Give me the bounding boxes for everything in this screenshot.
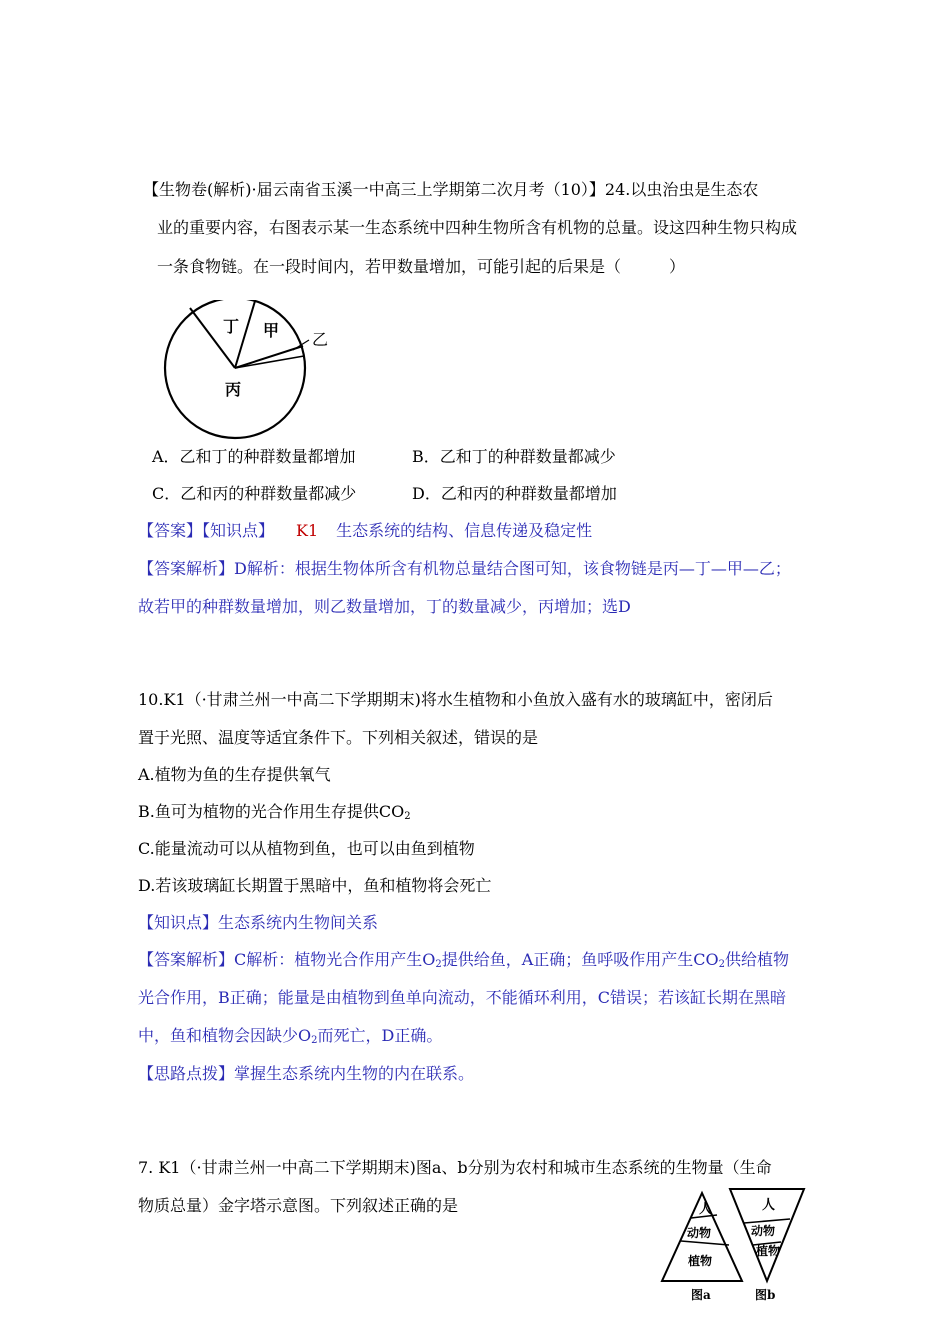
q2-option-b-text: B.鱼可为植物的光合作用生存提供CO — [138, 802, 405, 821]
q2-knowledge-point: 【知识点】生态系统内生物间关系 — [138, 913, 379, 932]
q2-explanation-line1 — [138, 950, 789, 975]
q1-option-b: B．乙和丁的种群数量都减少 — [412, 447, 616, 466]
q2-exp1-a: 【答案解析】C解析：植物光合作用产生O — [138, 950, 436, 969]
pie-label-jia: 甲 — [263, 321, 280, 340]
q3-pyramid-figure — [650, 1185, 810, 1305]
q1-pie-figure — [155, 300, 340, 445]
q3-stem-line1: 7. K1（·甘肃兰州一中高二下学期期末)图a、b分别为农村和城市生态系统的生物量（生命 — [138, 1158, 772, 1177]
fig-a-human-label: 人 — [699, 1202, 713, 1217]
q1-option-c: C．乙和丙的种群数量都减少 — [152, 484, 357, 503]
knowledge-text: 生态系统的结构、信息传递及稳定性 — [336, 521, 593, 540]
q2-explanation-line2: 光合作用，B正确；能量是由植物到鱼单向流动，不能循环利用，C错误；若该缸长期在黑暗 — [138, 988, 787, 1007]
q1-stem-line3: 一条食物链。在一段时间内，若甲数量增加，可能引起的后果是（ ） — [157, 257, 686, 276]
fig-b-caption: 图b — [755, 1288, 776, 1302]
fig-b-human-label: 人 — [762, 1198, 776, 1213]
q1-answer-line — [138, 521, 592, 541]
q2-option-d: D.若该玻璃缸长期置于黑暗中，鱼和植物将会死亡 — [138, 876, 492, 895]
q2-exp1-sub1: 2 — [435, 959, 442, 970]
fig-b-plant-label: 植物 — [756, 1244, 781, 1258]
q1-explanation-line2: 故若甲的种群数量增加，则乙数量增加，丁的数量减少，丙增加；选D — [138, 597, 631, 616]
q2-option-a: A.植物为鱼的生存提供氧气 — [138, 765, 331, 784]
q1-explanation-line1: 【答案解析】D解析：根据生物体所含有机物总量结合图可知，该食物链是丙—丁—甲—乙； — [138, 559, 791, 578]
fig-a-plant-label: 植物 — [688, 1254, 713, 1268]
q2-exp3-a: 中，鱼和植物会因缺少O — [138, 1026, 312, 1045]
q1-option-a: A．乙和丁的种群数量都增加 — [152, 447, 356, 466]
q2-exp3-sub: 2 — [311, 1035, 318, 1046]
pie-label-bing: 丙 — [225, 380, 242, 399]
answer-label: 【答案】【知识点】 — [138, 521, 275, 540]
q3-stem-line2: 物质总量）金字塔示意图。下列叙述正确的是 — [138, 1196, 459, 1215]
q2-option-b-sub: 2 — [404, 811, 411, 822]
pie-label-ding: 丁 — [223, 317, 240, 336]
pie-label-yi: 乙 — [312, 330, 329, 349]
q2-option-c: C.能量流动可以从植物到鱼，也可以由鱼到植物 — [138, 839, 475, 858]
fig-b-animal-label: 动物 — [751, 1224, 776, 1238]
q1-stem-line2: 业的重要内容，右图表示某一生态系统中四种生物所含有机物的总量。设这四种生物只构成 — [157, 218, 798, 237]
q1-header: 【生物卷(解析)·届云南省玉溪一中高三上学期第二次月考（10）】24.以虫治虫是生态农 — [143, 180, 759, 199]
q2-stem-line2: 置于光照、温度等适宜条件下。下列相关叙述，错误的是 — [138, 728, 539, 747]
fig-a-animal-label: 动物 — [687, 1226, 712, 1240]
q2-exp1-c: 提供给鱼，A正确；鱼呼吸作用产生CO — [441, 950, 719, 969]
fig-a-caption: 图a — [691, 1288, 711, 1302]
q2-exp1-e: 供给植物 — [725, 950, 790, 969]
q2-option-b — [138, 802, 411, 827]
q2-exp3-c: 而死亡，D正确。 — [317, 1026, 443, 1045]
q1-option-d: D．乙和丙的种群数量都增加 — [412, 484, 617, 503]
q2-thinking-tip: 【思路点拨】掌握生态系统内生物的内在联系。 — [138, 1064, 475, 1083]
q2-explanation-line3 — [138, 1026, 442, 1051]
q2-stem-line1: 10.K1（·甘肃兰州一中高二下学期期末)将水生植物和小鱼放入盛有水的玻璃缸中，密闭后 — [138, 690, 773, 709]
knowledge-code: K1 — [296, 521, 319, 540]
q2-exp1-sub2: 2 — [718, 959, 726, 970]
